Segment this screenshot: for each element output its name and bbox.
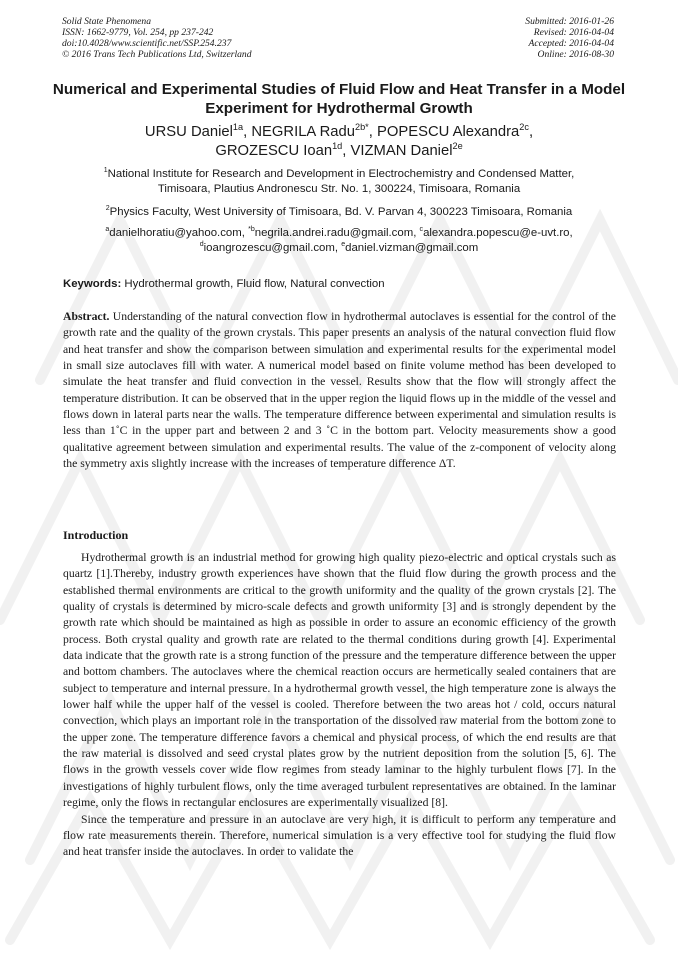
author-separator: ,	[342, 143, 351, 159]
author-name: NEGRILA Radu	[251, 124, 355, 140]
affiliation-text: Timisoara, Plautius Andronescu Str. No. 1, 300224, Timisoara, Romania	[157, 183, 521, 195]
author-separator: ,	[243, 124, 252, 140]
email-link[interactable]: danielhoratiu@yahoo.com,	[109, 227, 249, 239]
author-name: URSU Daniel	[144, 124, 233, 140]
doi-line: doi:10.4028/www.scientific.net/SSP.254.237	[62, 38, 232, 49]
author-affiliation-mark: 2c	[519, 122, 529, 133]
revised-date: Revised: 2016-04-04	[533, 27, 614, 38]
keywords-label: Keywords:	[63, 278, 122, 290]
abstract-label: Abstract.	[63, 310, 110, 323]
author-name: VIZMAN Daniel	[350, 143, 453, 159]
author-affiliation-mark: 1d	[332, 141, 343, 152]
affiliation-text: Physics Faculty, West University of Timisoara, Bd. V. Parvan 4, 300223 Timisoara, Romania	[109, 206, 573, 218]
journal-info	[62, 16, 252, 60]
introduction-heading: Introduction	[63, 528, 129, 542]
journal-name: Solid State Phenomena	[62, 16, 151, 27]
affiliation-mark: 2	[105, 205, 110, 213]
introduction-section	[63, 550, 616, 861]
issn-line: ISSN: 1662-9779, Vol. 254, pp 237-242	[62, 27, 214, 38]
author-name: POPESCU Alexandra	[376, 124, 520, 140]
abstract-text: Understanding of the natural convection flow in hydrothermal autoclaves is essential for the control of the growth rate and the quality of the grown crystals. This paper presents an analysis of the natural convection fluid flow and heat transfer and show the comparison between simulation and experimental results for the experimental model in small size autoclaves fill with water. A numerical model based on finite volume method has been developed to simulate the heat transfer and fluid convection in the vessel. Results show that the flow will strongly affect the temperature distribution. It can be observed that in the upper region the liquid flows up in the middle of the vessel and flows down in lateral parts near the walls. The temperature difference between experimental and simulation results is less than 1˚C in the upper part and between 2 and 3 ˚C in the bottom part. Velocity measurements show a good qualitative agreement between simulation and experimental results. The value of the z-component of velocity along the symmetry axis slightly increase with the increases of temperature difference ΔT.	[63, 310, 616, 471]
author-name: GROZESCU Ioan	[215, 143, 333, 159]
abstract-section	[63, 309, 616, 472]
email-link[interactable]: daniel.vizman@gmail.com	[345, 242, 479, 254]
email-mark: e	[341, 241, 346, 249]
affiliation-1	[50, 167, 628, 197]
submission-dates	[525, 16, 614, 60]
email-mark: c	[419, 226, 424, 234]
email-link[interactable]: alexandra.popescu@e-uvt.ro,	[423, 227, 573, 239]
email-mark: *b	[248, 226, 255, 234]
author-list	[50, 123, 628, 161]
copyright-line: © 2016 Trans Tech Publications Ltd, Switzerland	[62, 49, 252, 60]
email-link[interactable]: ioangrozescu@gmail.com,	[203, 242, 342, 254]
author-affiliation-mark: 2e	[452, 141, 463, 152]
affiliation-mark: 1	[103, 167, 108, 175]
email-link[interactable]: negrila.andrei.radu@gmail.com,	[254, 227, 420, 239]
affiliation-text: National Institute for Research and Development in Electrochemistry and Condensed Matter,	[107, 168, 575, 180]
author-separator: ,	[368, 124, 377, 140]
author-affiliation-mark: 2b*	[354, 122, 369, 133]
author-separator: ,	[528, 124, 534, 140]
email-mark: a	[105, 226, 110, 234]
affiliation-2	[50, 205, 628, 220]
author-affiliation-mark: 1a	[232, 122, 244, 133]
keywords-text: Hydrothermal growth, Fluid flow, Natural convection	[121, 278, 385, 290]
email-mark: d	[199, 241, 204, 249]
online-date: Online: 2016-08-30	[537, 49, 614, 60]
keywords-section	[63, 277, 619, 292]
accepted-date: Accepted: 2016-04-04	[528, 38, 614, 49]
paragraph: Since the temperature and pressure in an autoclave are very high, it is difficult to perform any temperature and flow rate measurements therein. Therefore, numerical simulation is a very effective tool for studying the fluid flow and heat transfer inside the autoclaves. In order to validate the	[63, 812, 616, 859]
author-emails	[50, 226, 628, 256]
paragraph: Hydrothermal growth is an industrial method for growing high quality piezo-electric and optical crystals such as quartz [1].Thereby, industry growth experiences have shown that the fluid flow during the growth process and the established thermal environments are critical to the growth uniformity and the quality of the grown crystals [2]. The quality of crystals is determined by micro-scale defects and growth uniformity [3] and is strongly dependent by the growth rate which should be maintained as high as possible in order to assure an economic efficiency of the growth process. Both crystal quality and growth rate are related to the thermal conditions during growth [4]. Experimental data indicate that the growth rate is a strong function of the pressure and the temperature difference between the upper and bottom chambers. The autoclaves where the chemical reaction occurs are hermetically sealed containers that are subject to temperature and internal pressure. In a hydrothermal growth vessel, the high temperature zone is always the lower half while the upper half of the vessel is cooled. Therefore between the two areas hot / cold, occurs natural convection, which plays an important role in the transportation of the dissolved raw material from the bottom zone to the upper zone. The temperature difference favors a chemical and physical process, of which the end results are that the raw material is dissolved and seed crystal plates grow by the nutrient deposition from the solution [5, 6]. The flows in the growth vessels cover wide flow regimes from steady laminar to the highly turbulent flows [7]. In the investigations of highly turbulent flows, only the time averaged turbulent representatives are obtained. In the laminar regime, only the flows in rectangular enclosures are experimentally visualized [8].	[63, 551, 616, 810]
paper-title: Numerical and Experimental Studies of Fluid Flow and Heat Transfer in a Model Experiment for Hydrothermal Growth	[52, 81, 626, 117]
submitted-date: Submitted: 2016-01-26	[525, 16, 614, 27]
